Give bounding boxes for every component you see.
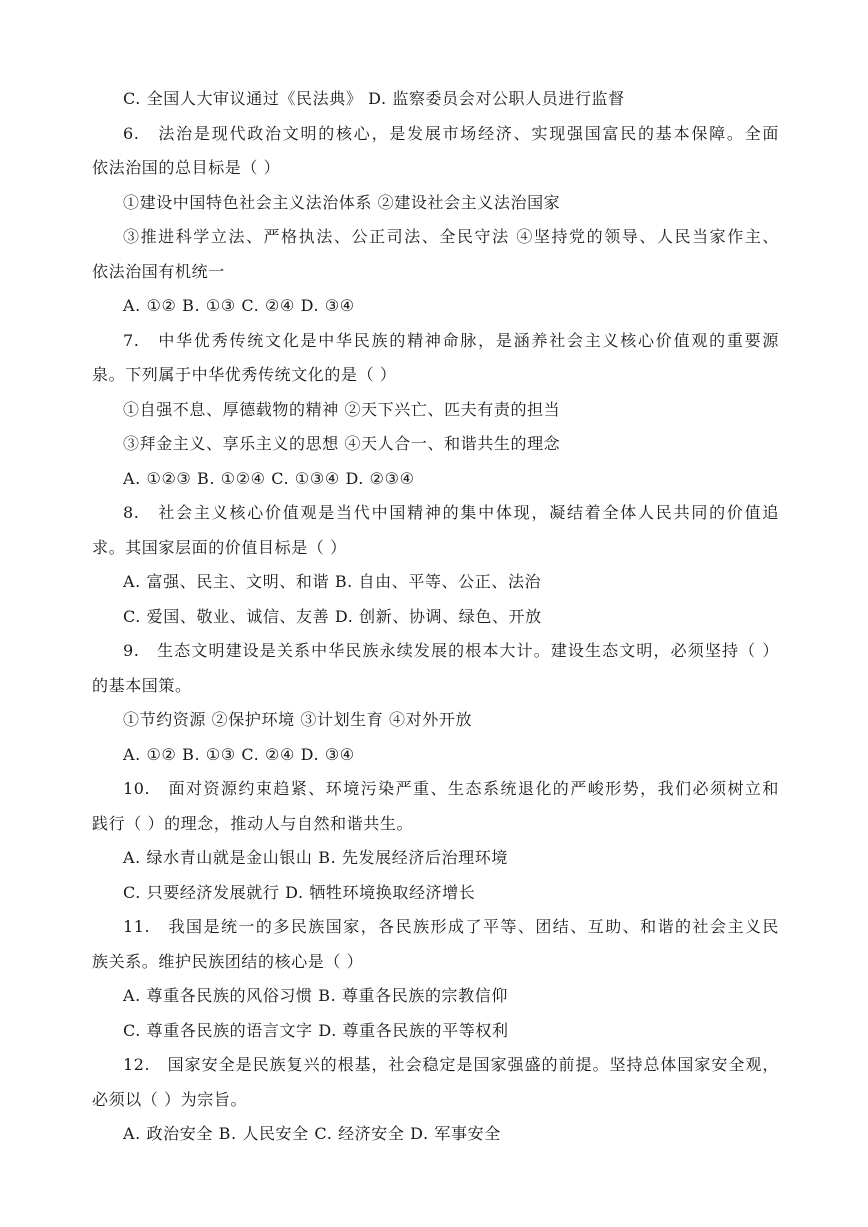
q6-statements-12: ①建设中国特色社会主义法治体系 ②建设社会主义法治国家: [123, 193, 561, 212]
q9-stem-line2: 的基本国策。: [92, 676, 192, 695]
q8-options-ab: A. 富强、民主、文明、和谐 B. 自由、平等、公正、法治: [123, 572, 542, 591]
q7-stem-line2: 泉。下列属于中华优秀传统文化的是（ ）: [92, 365, 397, 384]
q11-stem-line1: 11. 我国是统一的多民族国家，各民族形成了平等、团结、互助、和谐的社会主义民: [123, 917, 779, 936]
q10-stem-line2: 践行（ ）的理念，推动人与自然和谐共生。: [92, 814, 414, 833]
q8-stem-line1: 8. 社会主义核心价值观是当代中国精神的集中体现，凝结着全体人民共同的价值追: [123, 503, 779, 522]
q8-options-cd: C. 爱国、敬业、诚信、友善 D. 创新、协调、绿色、开放: [123, 607, 542, 626]
q12-stem-line2: 必须以（ ）为宗旨。: [92, 1090, 248, 1109]
q12-stem-line1: 12. 国家安全是民族复兴的根基，社会稳定是国家强盛的前提。坚持总体国家安全观，: [123, 1055, 779, 1074]
q10-options-ab: A. 绿水青山就是金山银山 B. 先发展经济后治理环境: [123, 848, 508, 867]
q6-stem-line2: 依法治国的总目标是（ ）: [92, 158, 281, 177]
q5-options-cd: C. 全国人大审议通过《民法典》 D. 监察委员会对公职人员进行监督: [123, 89, 625, 108]
q10-options-cd: C. 只要经济发展就行 D. 牺牲环境换取经济增长: [123, 883, 476, 902]
q11-options-cd: C. 尊重各民族的语言文字 D. 尊重各民族的平等权利: [123, 1021, 509, 1040]
q7-stem-line1: 7. 中华优秀传统文化是中华民族的精神命脉，是涵养社会主义核心价值观的重要源: [123, 331, 779, 350]
q11-options-ab: A. 尊重各民族的风俗习惯 B. 尊重各民族的宗教信仰: [123, 986, 508, 1005]
q7-statements-34: ③拜金主义、享乐主义的思想 ④天人合一、和谐共生的理念: [123, 434, 561, 453]
q6-options: A. ①② B. ①③ C. ②④ D. ③④: [123, 296, 355, 315]
q11-stem-line2: 族关系。维护民族团结的核心是（ ）: [92, 952, 364, 971]
q12-options: A. 政治安全 B. 人民安全 C. 经济安全 D. 军事安全: [123, 1124, 501, 1143]
q7-options: A. ①②③ B. ①②④ C. ①③④ D. ②③④: [123, 469, 415, 488]
q9-options: A. ①② B. ①③ C. ②④ D. ③④: [123, 745, 355, 764]
q6-stem-line1: 6. 法治是现代政治文明的核心，是发展市场经济、实现强国富民的基本保障。全面: [123, 124, 779, 143]
q7-statements-12: ①自强不息、厚德载物的精神 ②天下兴亡、匹夫有责的担当: [123, 400, 561, 419]
q6-statements-34-line1: ③推进科学立法、严格执法、公正司法、全民守法 ④坚持党的领导、人民当家作主、: [123, 227, 779, 246]
q8-stem-line2: 求。其国家层面的价值目标是（ ）: [92, 538, 347, 557]
q6-statements-34-line2: 依法治国有机统一: [92, 262, 225, 281]
q10-stem-line1: 10. 面对资源约束趋紧、环境污染严重、生态系统退化的严峻形势，我们必须树立和: [123, 779, 779, 798]
q9-stem-line1: 9. 生态文明建设是关系中华民族永续发展的根本大计。建设生态文明，必须坚持（ ）: [123, 641, 779, 660]
q9-statements: ①节约资源 ②保护环境 ③计划生育 ④对外开放: [123, 710, 473, 729]
